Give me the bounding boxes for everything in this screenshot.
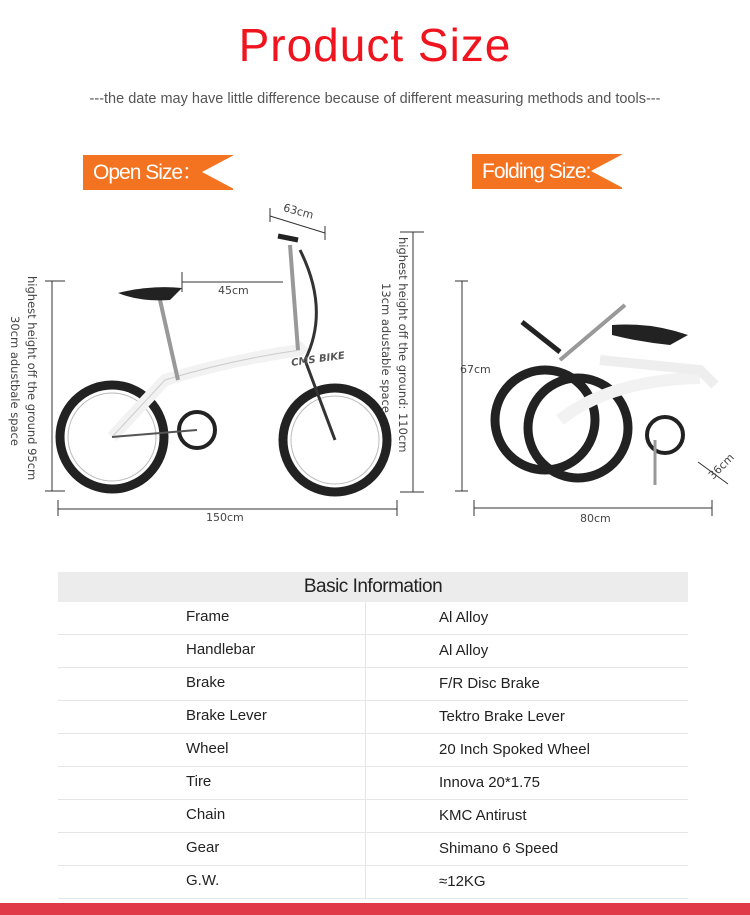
table-row bbox=[58, 668, 688, 701]
spec-name: Wheel bbox=[58, 734, 366, 766]
table-row bbox=[58, 833, 688, 866]
spec-name: Brake bbox=[58, 668, 366, 700]
seat-to-bar-label: 45cm bbox=[218, 284, 249, 297]
spec-name: Chain bbox=[58, 800, 366, 832]
bar-adjust-label: 13cm adustable space bbox=[379, 283, 393, 413]
open-length-label: 150cm bbox=[206, 511, 244, 524]
seat-adjust-label: 30cm adustbale space bbox=[8, 316, 22, 446]
brand-logo: CMS BIKE bbox=[290, 350, 346, 369]
table-row bbox=[58, 602, 688, 635]
open-size-tag: Open Size： bbox=[83, 155, 233, 190]
basic-info-table bbox=[58, 572, 688, 899]
table-row bbox=[58, 635, 688, 668]
spec-name: Tire bbox=[58, 767, 366, 799]
table-row bbox=[58, 767, 688, 800]
bottom-bar bbox=[0, 903, 750, 915]
folded-width-label: 36cm bbox=[705, 451, 737, 482]
bar-height-label: highest height off the ground: 110cm bbox=[396, 237, 410, 453]
spec-value: F/R Disc Brake bbox=[439, 675, 540, 692]
table-title: Basic Information bbox=[58, 572, 688, 602]
subtitle: ---the date may have little difference because of different measuring methods and tools--- bbox=[89, 91, 661, 107]
seat-height-label: highest height off the ground 95cm bbox=[25, 276, 39, 481]
table-row bbox=[58, 734, 688, 767]
spec-name: Brake Lever bbox=[58, 701, 366, 733]
spec-value: Shimano 6 Speed bbox=[439, 840, 559, 857]
spec-name: Gear bbox=[58, 833, 366, 865]
spec-value: Al Alloy bbox=[439, 609, 489, 626]
spec-value: Al Alloy bbox=[439, 642, 489, 659]
spec-name: Handlebar bbox=[58, 635, 366, 667]
table-row bbox=[58, 701, 688, 734]
folded-length-label: 80cm bbox=[580, 512, 611, 525]
spec-name: G.W. bbox=[58, 866, 366, 898]
spec-value: KMC Antirust bbox=[439, 807, 527, 824]
open-bike-icon bbox=[60, 236, 387, 492]
spec-name: Frame bbox=[58, 602, 366, 634]
table-row bbox=[58, 800, 688, 833]
page-title: Product Size bbox=[238, 19, 512, 71]
spec-value: ≈12KG bbox=[439, 873, 486, 890]
folded-bike-icon bbox=[495, 305, 715, 485]
folded-height-label: 67cm bbox=[460, 363, 491, 376]
spec-value: 20 Inch Spoked Wheel bbox=[439, 741, 590, 758]
spec-value: Innova 20*1.75 bbox=[439, 774, 540, 791]
spec-value: Tektro Brake Lever bbox=[439, 708, 565, 725]
handlebar-width-label: 63cm bbox=[281, 201, 315, 222]
folding-size-tag: Folding Size: bbox=[472, 154, 622, 189]
table-row bbox=[58, 866, 688, 899]
